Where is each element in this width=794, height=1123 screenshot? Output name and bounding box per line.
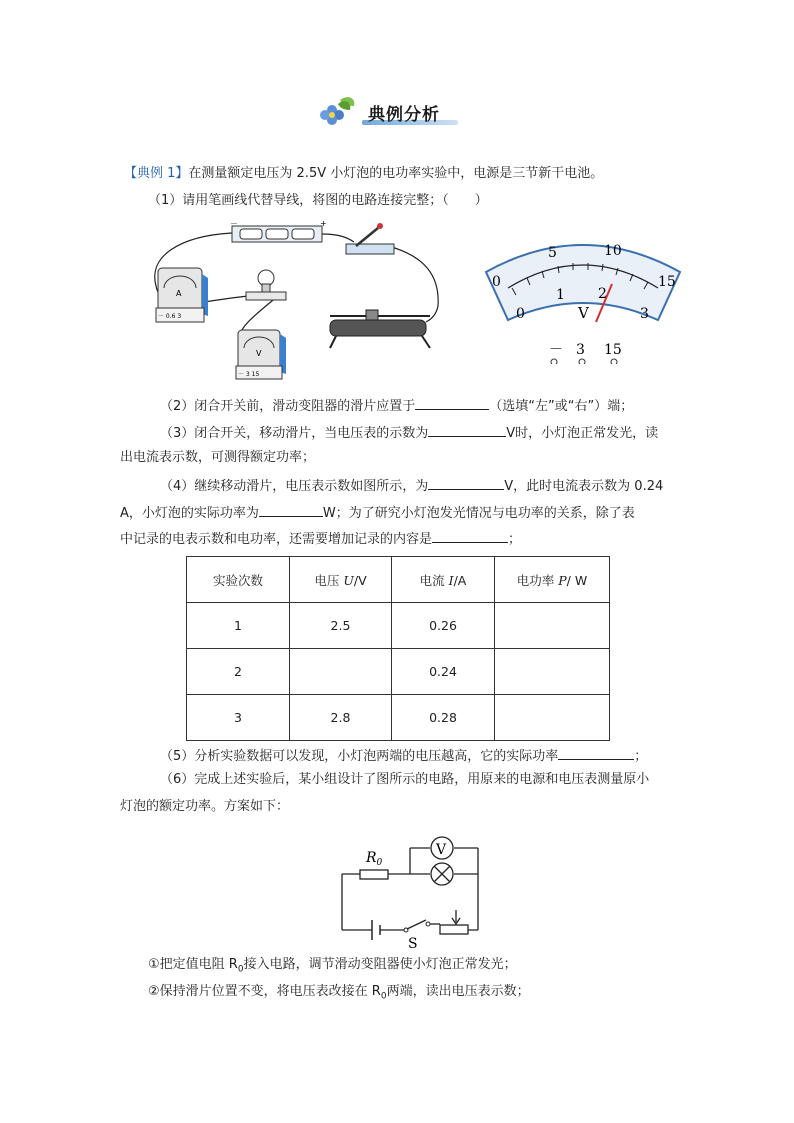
switch-symbol bbox=[404, 920, 430, 932]
rheostat-symbol bbox=[440, 925, 468, 934]
question-5 bbox=[160, 745, 647, 766]
table-cell bbox=[495, 603, 610, 649]
terminal-minus: － bbox=[549, 342, 563, 358]
light-bulb bbox=[246, 270, 286, 300]
r0-label: $R_0$ bbox=[366, 850, 383, 868]
resistor-r0 bbox=[360, 870, 388, 879]
unit-label: V bbox=[578, 304, 589, 322]
sliding-rheostat bbox=[330, 310, 430, 348]
example-tag: 【典例 1】 bbox=[124, 166, 189, 181]
step2-text-a: ②保持滑片位置不变，将电压表改接在 R bbox=[148, 984, 381, 999]
q2-text-a: （2）闭合开关前，滑动变阻器的滑片应置于 bbox=[160, 399, 416, 414]
question-6: （6）完成上述实验后，某小组设计了图所示的电路，用原来的电源和电压表测量原小 bbox=[160, 772, 650, 787]
wire bbox=[322, 234, 354, 242]
voltmeter-terminals: － 3 15 bbox=[238, 371, 260, 378]
header-unit: /A bbox=[453, 572, 467, 588]
question-4 bbox=[160, 475, 663, 496]
q5-text-b: ； bbox=[634, 749, 648, 764]
outer-tick-10: 10 bbox=[604, 243, 622, 259]
ammeter-terminals: － 0.6 3 bbox=[158, 313, 182, 320]
header-text: 电流 bbox=[419, 572, 449, 588]
table-cell: 2.5 bbox=[290, 603, 392, 649]
voltmeter-label: V bbox=[256, 349, 262, 358]
circuit-schematic bbox=[336, 826, 500, 948]
question-4-line3 bbox=[120, 528, 521, 549]
question-6-cont: 灯泡的额定功率。方案如下： bbox=[120, 799, 290, 814]
q5-text-a: （5）分析实验数据可以发现，小灯泡两端的电压越高，它的实际功率 bbox=[160, 749, 559, 764]
inner-tick-3: 3 bbox=[640, 306, 649, 322]
battery-symbol bbox=[372, 920, 380, 940]
heading-title: 典例分析 bbox=[368, 105, 440, 125]
header-unit: / W bbox=[566, 572, 588, 588]
table-row bbox=[187, 603, 610, 649]
intro-line bbox=[124, 165, 603, 183]
q4-text-c: A，小灯泡的实际功率为 bbox=[120, 506, 259, 521]
circuit-wires bbox=[342, 848, 478, 930]
table-cell: 2.8 bbox=[290, 695, 392, 741]
data-table bbox=[186, 556, 610, 741]
header-text: 电压 bbox=[314, 572, 344, 588]
table-row bbox=[187, 649, 610, 695]
table-cell: 2 bbox=[187, 649, 290, 695]
q4-text-d: W；为了研究小灯泡发光情况与电功率的关系，除了表 bbox=[322, 506, 635, 521]
step-1 bbox=[148, 956, 517, 979]
table-cell: 3 bbox=[187, 695, 290, 741]
battery-plus: + bbox=[320, 219, 327, 228]
answer-blank bbox=[415, 395, 489, 410]
header-trial bbox=[187, 557, 290, 603]
battery-pack bbox=[230, 219, 327, 242]
q4-text-f: ； bbox=[508, 532, 522, 547]
intro-text: 在测量额定电压为 2.5V 小灯泡的电功率实验中，电源是三节新干电池。 bbox=[188, 166, 604, 181]
subscript-0: 0 bbox=[380, 991, 387, 1002]
table-cell bbox=[495, 695, 610, 741]
outer-tick-5: 5 bbox=[548, 245, 557, 261]
voltmeter bbox=[236, 330, 286, 379]
q3-text-b: V时，小灯泡正常发光，读 bbox=[506, 426, 659, 441]
terminal-post bbox=[551, 359, 557, 364]
inner-tick-1: 1 bbox=[556, 287, 565, 303]
q4-text-a: （4）继续移动滑片，电压表示数如图所示，为 bbox=[160, 479, 429, 494]
header-text: 实验次数 bbox=[212, 572, 263, 588]
flower-icon bbox=[318, 94, 358, 130]
table-row bbox=[187, 695, 610, 741]
wire bbox=[388, 246, 438, 322]
terminal-post bbox=[579, 359, 585, 364]
header-text: 电功率 bbox=[516, 572, 559, 588]
q2-text-b: （选填“左”或“右”）端； bbox=[489, 399, 634, 414]
q4-text-e: 中记录的电表示数和电功率，还需要增加记录的内容是 bbox=[120, 532, 433, 547]
header-current bbox=[392, 557, 495, 603]
outer-tick-0: 0 bbox=[492, 274, 501, 290]
question-4-line2 bbox=[120, 502, 635, 523]
inner-tick-0: 0 bbox=[516, 306, 525, 322]
question-3-cont: 出电流表示数，可测得额定功率； bbox=[120, 450, 316, 465]
table-header-row bbox=[187, 557, 610, 603]
header-unit: /V bbox=[353, 572, 367, 588]
table-cell bbox=[495, 649, 610, 695]
question-3 bbox=[160, 422, 658, 443]
ammeter-label: A bbox=[176, 289, 182, 298]
circuit-apparatus-figure bbox=[140, 216, 450, 382]
answer-blank bbox=[259, 502, 323, 517]
table-cell: 0.24 bbox=[392, 649, 495, 695]
step-2 bbox=[148, 983, 530, 1006]
header-var: P bbox=[558, 572, 567, 588]
q4-text-b: V，此时电流表示数为 0.24 bbox=[504, 479, 664, 494]
answer-blank bbox=[428, 475, 504, 490]
table-cell bbox=[290, 649, 392, 695]
voltmeter-dial-figure bbox=[472, 228, 694, 364]
table-cell: 0.26 bbox=[392, 603, 495, 649]
answer-blank bbox=[428, 422, 506, 437]
terminal-post bbox=[611, 359, 617, 364]
table-cell: 0.28 bbox=[392, 695, 495, 741]
q3-text-a: （3）闭合开关，移动滑片，当电压表的示数为 bbox=[160, 426, 429, 441]
table-cell: 1 bbox=[187, 603, 290, 649]
ammeter bbox=[156, 268, 208, 322]
question-1: （1）请用笔画线代替导线，将图的电路连接完整；（ ） bbox=[148, 193, 488, 208]
answer-blank bbox=[558, 745, 634, 760]
step1-text-a: ①把定值电阻 R bbox=[148, 957, 238, 972]
step1-text-b: 接入电路，调节滑动变阻器使小灯泡正常发光； bbox=[243, 957, 517, 972]
step2-text-b: 两端，读出电压表示数； bbox=[386, 984, 530, 999]
knife-switch bbox=[346, 223, 394, 254]
switch-label: S bbox=[408, 936, 418, 948]
subscript-0: 0 bbox=[237, 964, 244, 975]
inner-tick-2: 2 bbox=[598, 286, 607, 302]
terminal-15: 15 bbox=[604, 342, 622, 358]
question-2 bbox=[160, 395, 633, 416]
header-power bbox=[495, 557, 610, 603]
outer-tick-15: 15 bbox=[658, 274, 676, 290]
answer-blank bbox=[432, 528, 508, 543]
header-var: I bbox=[448, 572, 454, 588]
terminal-3: 3 bbox=[576, 342, 585, 358]
voltmeter-symbol-label: V bbox=[436, 842, 447, 858]
header-var: U bbox=[343, 572, 354, 588]
header-voltage bbox=[290, 557, 392, 603]
section-heading bbox=[318, 92, 478, 134]
battery-minus: － bbox=[230, 219, 238, 228]
